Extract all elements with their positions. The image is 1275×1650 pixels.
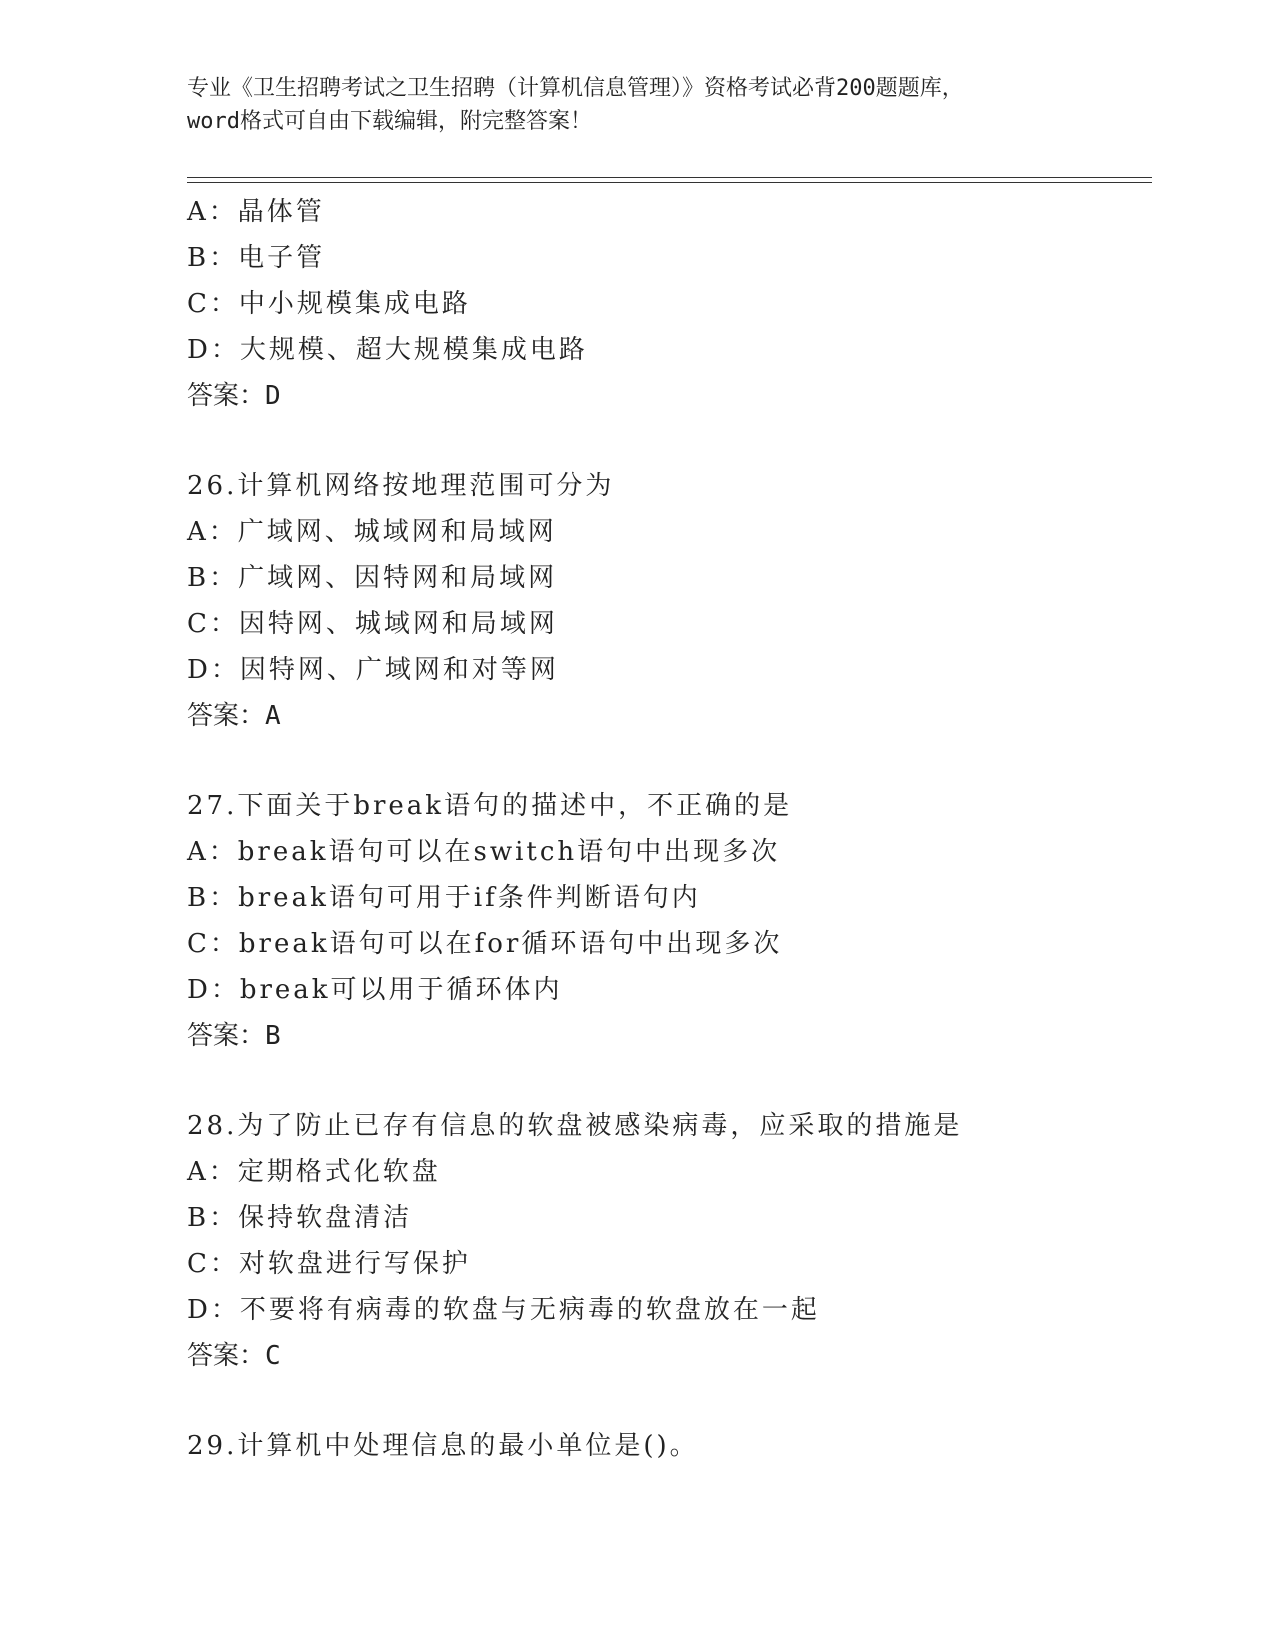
option-d: D：break可以用于循环体内 <box>187 975 563 1005</box>
question-block-27 <box>187 783 1152 1059</box>
option-c: C：对软盘进行写保护 <box>187 1249 471 1279</box>
header-line-2: word格式可自由下载编辑，附完整答案！ <box>187 109 592 134</box>
question-list <box>187 189 1152 1469</box>
spacer <box>187 1059 1152 1103</box>
question-text: 26.计算机网络按地理范围可分为 <box>187 471 615 501</box>
question-text: 27.下面关于break语句的描述中，不正确的是 <box>187 791 793 821</box>
option-b: B：保持软盘清洁 <box>187 1203 413 1233</box>
option-b: B：广域网、因特网和局域网 <box>187 563 558 593</box>
option-a: A：广域网、城域网和局域网 <box>187 517 557 547</box>
question-block-25 <box>187 189 1152 419</box>
question-block-29 <box>187 1423 1152 1469</box>
header-divider-top <box>187 177 1152 178</box>
answer-line: 答案：D <box>187 381 281 411</box>
document-header <box>187 72 1087 138</box>
option-d: D：大规模、超大规模集成电路 <box>187 335 588 365</box>
option-b: B：break语句可用于if条件判断语句内 <box>187 883 701 913</box>
question-text: 29.计算机中处理信息的最小单位是()。 <box>187 1431 699 1461</box>
option-c: C：中小规模集成电路 <box>187 289 471 319</box>
answer-line: 答案：C <box>187 1341 281 1371</box>
header-line-1: 专业《卫生招聘考试之卫生招聘（计算机信息管理）》资格考试必背200题题库， <box>187 76 964 101</box>
question-text: 28.为了防止已存有信息的软盘被感染病毒，应采取的措施是 <box>187 1111 963 1141</box>
option-d: D：不要将有病毒的软盘与无病毒的软盘放在一起 <box>187 1295 820 1325</box>
option-d: D：因特网、广域网和对等网 <box>187 655 559 685</box>
question-block-28 <box>187 1103 1152 1379</box>
question-block-26 <box>187 463 1152 739</box>
spacer <box>187 739 1152 783</box>
answer-line: 答案：B <box>187 1021 281 1051</box>
header-divider-bottom <box>187 182 1152 183</box>
option-a: A：定期格式化软盘 <box>187 1157 441 1187</box>
option-b: B：电子管 <box>187 243 326 273</box>
option-c: C：因特网、城域网和局域网 <box>187 609 558 639</box>
option-a: A：break语句可以在switch语句中出现多次 <box>187 837 781 867</box>
option-c: C：break语句可以在for循环语句中出现多次 <box>187 929 783 959</box>
spacer <box>187 419 1152 463</box>
answer-line: 答案：A <box>187 701 281 731</box>
spacer <box>187 1379 1152 1423</box>
option-a: A：晶体管 <box>187 197 325 227</box>
